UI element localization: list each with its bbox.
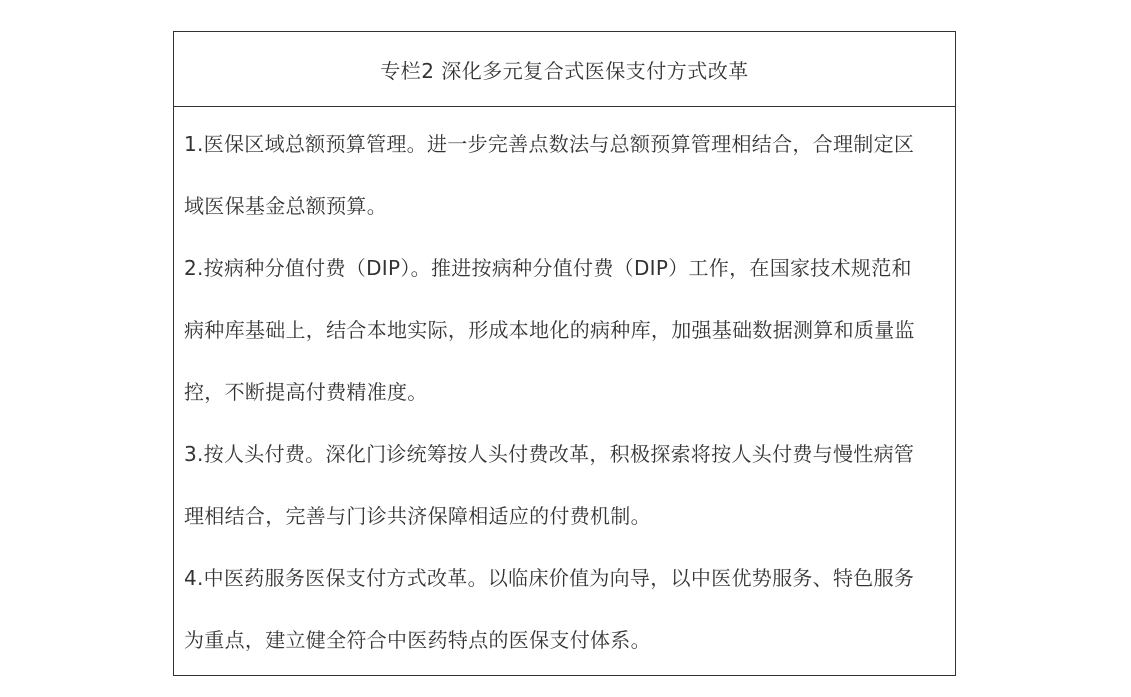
- body-line: 3.按人头付费。深化门诊统筹按人头付费改革，积极探索将按人头付费与慢性病管: [184, 442, 915, 466]
- body-line: 理相结合，完善与门诊共济保障相适应的付费机制。: [184, 504, 651, 528]
- body-line: 病种库基础上，结合本地实际，形成本地化的病种库，加强基础数据测算和质量监: [184, 318, 915, 342]
- body-line: 域医保基金总额预算。: [184, 194, 387, 218]
- body-line: 为重点，建立健全符合中医药特点的医保支付体系。: [184, 628, 651, 652]
- column-body: [174, 107, 955, 671]
- column-box: [173, 31, 956, 676]
- column-title: 专栏2 深化多元复合式医保支付方式改革: [174, 32, 955, 107]
- body-line: 控，不断提高付费精准度。: [184, 380, 428, 404]
- body-line: 2.按病种分值付费（DIP）。推进按病种分值付费（DIP）工作，在国家技术规范和: [184, 256, 912, 280]
- body-line: 4.中医药服务医保支付方式改革。以临床价值为向导，以中医优势服务、特色服务: [184, 566, 915, 590]
- body-line: 1.医保区域总额预算管理。进一步完善点数法与总额预算管理相结合，合理制定区: [184, 132, 915, 156]
